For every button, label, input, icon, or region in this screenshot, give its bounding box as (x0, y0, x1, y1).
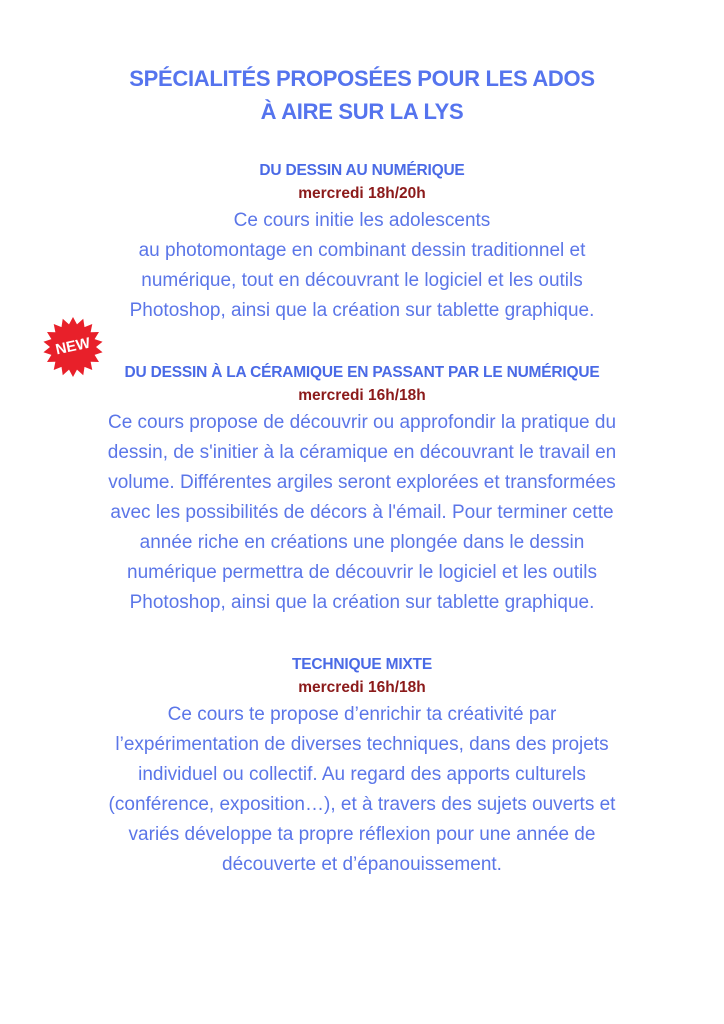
description-line: année riche en créations une plongée dans le dessin (139, 532, 585, 553)
section-schedule: mercredi 18h/20h (298, 185, 426, 202)
section-title: DU DESSIN AU NUMÉRIQUE (259, 162, 465, 179)
description-line: individuel ou collectif. Au regard des apports culturels (138, 764, 586, 785)
section-description (0, 408, 724, 618)
description-line: Ce cours propose de découvrir ou approfondir la pratique du (107, 412, 617, 433)
description-line: (conférence, exposition…), et à travers des sujets ouverts et (108, 794, 616, 815)
page-title-line-2: À AIRE SUR LA LYS (260, 99, 464, 124)
description-line: numérique, tout en découvrant le logiciel et les outils (141, 270, 583, 291)
description-line: découverte et d’épanouissement. (222, 854, 502, 875)
description-line: variés développe ta propre réflexion pour une année de (128, 824, 596, 845)
description-line: Photoshop, ainsi que la création sur tablette graphique. (129, 300, 595, 321)
new-badge-label: NEW (54, 334, 92, 359)
description-line: au photomontage en combinant dessin traditionnel et (138, 240, 586, 261)
description-line: dessin, de s'initier à la céramique en découvrant le travail en (107, 442, 617, 463)
description-line: volume. Différentes argiles seront explorées et transformées (108, 472, 616, 493)
section-schedule: mercredi 16h/18h (298, 679, 426, 696)
section-title: DU DESSIN À LA CÉRAMIQUE EN PASSANT PAR LE NUMÉRIQUE (124, 364, 600, 381)
description-line: avec les possibilités de décors à l'émail. Pour terminer cette (110, 502, 614, 523)
section-dessin-numerique (0, 160, 724, 326)
page-title-line-1: SPÉCIALITÉS PROPOSÉES POUR LES ADOS (129, 66, 595, 91)
section-dessin-ceramique-numerique (0, 362, 724, 618)
description-line: numérique permettra de découvrir le logiciel et les outils (127, 562, 597, 583)
page-title (0, 62, 724, 128)
description-line: l’expérimentation de diverses techniques, dans des projets (115, 734, 609, 755)
section-description (0, 700, 724, 880)
description-line: Photoshop, ainsi que la création sur tablette graphique. (129, 592, 595, 613)
section-technique-mixte (0, 654, 724, 880)
section-schedule: mercredi 16h/18h (298, 387, 426, 404)
description-line: Ce cours initie les adolescents (233, 210, 491, 231)
description-line: Ce cours te propose d’enrichir ta créativité par (167, 704, 557, 725)
section-description (0, 206, 724, 326)
section-title: TECHNIQUE MIXTE (292, 656, 432, 673)
